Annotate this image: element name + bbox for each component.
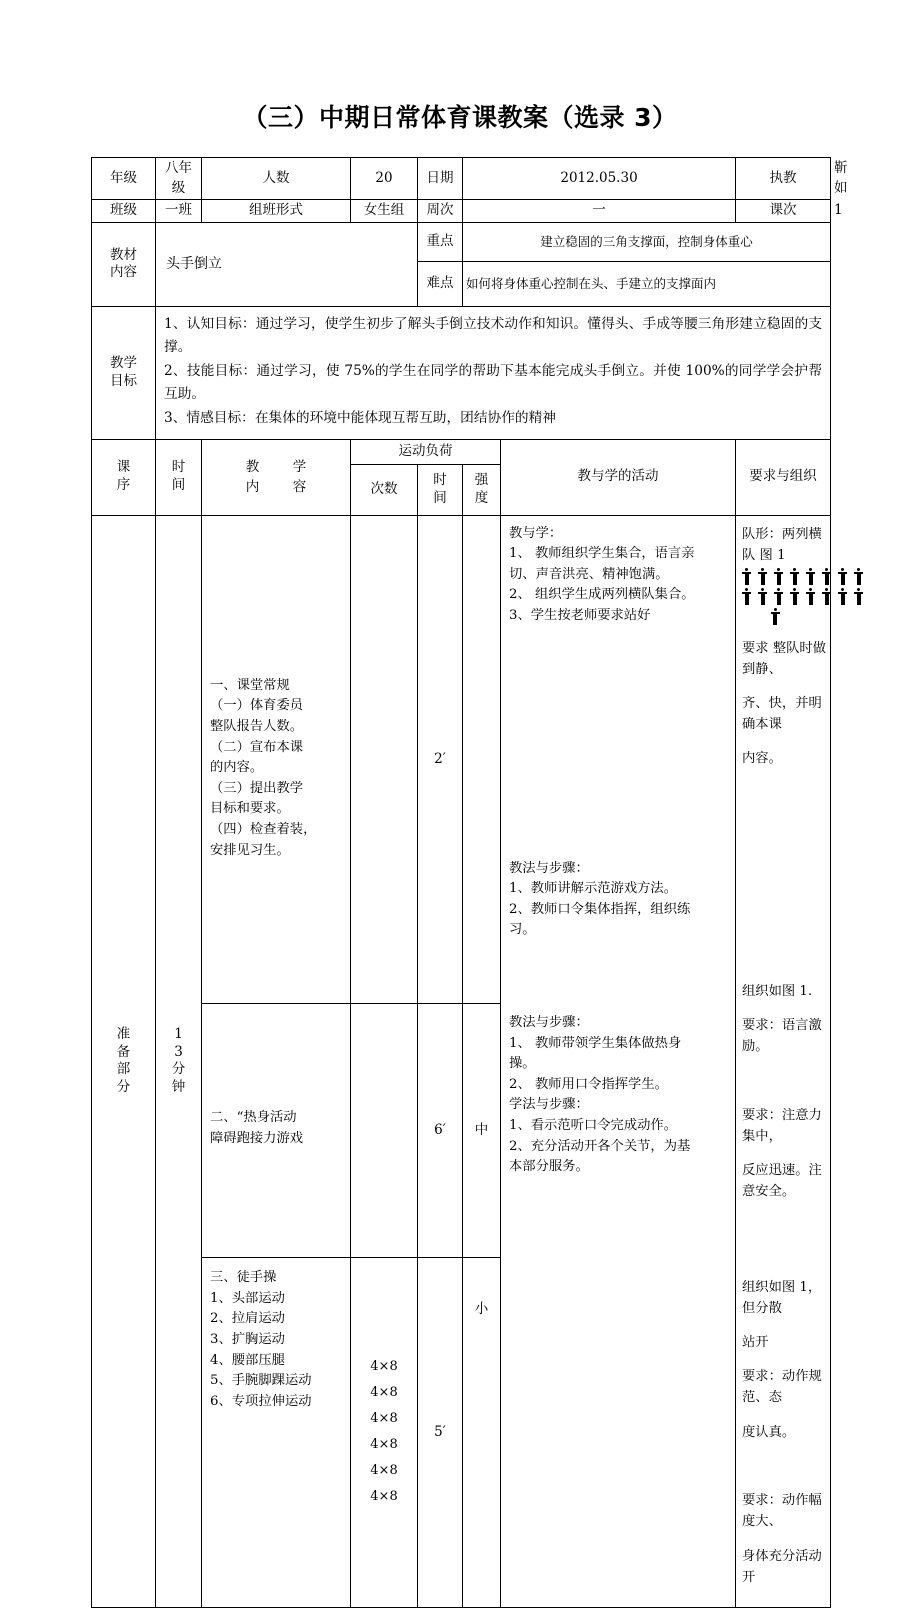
section-2-time: 6′ [418,1004,463,1258]
section-2-content [202,1004,351,1258]
organization-column [736,515,831,1607]
difficulty-value: 如何将身体重心控制在头、手建立的支撑面内 [463,261,831,306]
material-value: 头手倒立 [156,222,418,306]
student-figure-icon [822,568,831,585]
activity-block-1: 教与学： 1、 教师组织学生集合，语言亲 切、声音洪亮、精神饱满。 2、 组织学生成两列横队集合。 3、学生按老师要求站好 [509,525,695,623]
formation-heading: 队形：两列横队 图 1 [742,526,822,563]
formation-row [742,608,826,625]
part-duration-text: 1 3 分 钟 [171,1026,186,1095]
organization-block-1 [742,524,826,770]
grade-label: 年级 [92,158,156,200]
page-title: （三）中期日常体育课教案（选录 3） [242,103,678,132]
student-figure-icon [854,588,863,605]
class-value: 一班 [156,200,202,223]
col-header-intensity-text: 强 度 [474,471,489,506]
section-2-intensity: 中 [463,1004,501,1258]
count-label: 人数 [202,158,351,200]
objectives-label-text: 教学 目标 [110,355,137,389]
section-3-reps [351,1258,418,1608]
student-figure-icon [838,568,847,585]
objectives-row [92,306,831,439]
section-1-reps [351,515,418,1004]
week-label: 周次 [418,200,463,223]
objectives-label [92,306,156,439]
group-form-label: 组班形式 [202,200,351,223]
date-label: 日期 [418,158,463,200]
section-3-reps-text: 4×8 4×8 4×8 4×8 4×8 4×8 [370,1359,398,1505]
info-row-grade: 年级 八年级 人数 20 日期 2012.05.30 执教 靳如 [92,158,831,200]
section-3-content-text: 三、徒手操 1、头部运动 2、拉肩运动 3、扩胸运动 4、腰部压腿 5、手腕脚踝运动 6、专项拉伸运动 [210,1270,312,1409]
col-header-order-text: 课 序 [116,459,131,493]
part-label-text: 准 备 部 分 [116,1026,131,1095]
lesson-plan-table [91,157,848,1608]
col-header-content-text: 教 学 内 容 [245,458,317,495]
part-label [92,515,156,1607]
activity-block-3: 教法与步骤： 1、 教师带领学生集体做热身 操。 2、 教师用口令指挥学生。 学法与步骤： 1、看示范听口令完成动作。 2、充分活动开各个关节，为基 本部分服务。 [509,1014,691,1175]
difficulty-label: 难点 [418,261,463,306]
objectives-text: 1、认知目标：通过学习，使学生初步了解头手倒立技术动作和知识。懂得头、手成等腰三角形建立稳固的支撑。 2、技能目标：通过学习，使 75%的学生在同学的帮助下基本能完成头手倒立。并使 100%的同学学会护帮互助。 3、情感目标：在集体的环境中能体现互帮互助，团结协作的精神 [164,315,823,426]
col-header-content [202,439,351,515]
objectives-value [156,306,831,439]
organization-block-3-text: 组织如图 1，但分散 站开 要求：动作规范、态 度认真。 要求：动作幅度大、 身体充分活动开 [742,1279,822,1585]
organization-block-1-text: 要求 整队时做到静、 齐、快，并明确本课 内容。 [742,640,827,767]
col-header-organization: 要求与组织 [736,439,831,515]
material-label-text: 教材 内容 [110,246,137,281]
col-header-load-group: 运动负荷 [351,439,501,464]
formation-row [742,568,826,585]
col-header-order [92,439,156,515]
section-1-content [202,515,351,1004]
student-figure-icon [758,568,767,585]
student-figure-icon [790,588,799,605]
section-3-intensity: 小 [463,1258,501,1608]
date-value: 2012.05.30 [463,158,736,200]
col-header-reps: 次数 [351,464,418,515]
group-form-value: 女生组 [351,200,418,223]
col-header-activity: 教与学的活动 [501,439,736,515]
material-row-key [92,222,831,261]
student-figure-icon [742,568,751,585]
col-header-time [156,439,202,515]
student-figure-icon [838,588,847,605]
section-3-time: 5′ [418,1258,463,1608]
activity-gap-1 [509,627,729,859]
section-1-time: 2′ [418,515,463,1004]
teacher-label: 执教 [736,158,831,200]
student-figure-icon [774,588,783,605]
col-header-time-text: 时 间 [171,459,186,493]
activity-gap-2 [509,941,729,1013]
formation-row [742,588,826,605]
col-header-load-time-text: 时 间 [433,471,447,506]
student-figure-icon [742,588,751,605]
section-1-intensity [463,515,501,1004]
student-figure-icon [790,568,799,585]
part-duration [156,515,202,1607]
class-label: 班级 [92,200,156,223]
student-figure-icon [822,588,831,605]
student-figure-icon [854,568,863,585]
key-point-value: 建立稳固的三角支撑面，控制身体重心 [463,222,831,261]
key-point-label: 重点 [418,222,463,261]
organization-gap-2 [742,1215,826,1263]
info-row-class: 班级 一班 组班形式 女生组 周次 一 课次 1 [92,200,831,223]
count-value: 20 [351,158,418,200]
col-header-load-time [418,464,463,515]
organization-block-2-text: 组织如图 1. 要求：语言激励。 要求：注意力集中， 反应迅速。注意安全。 [742,983,822,1200]
student-figure-icon [758,588,767,605]
col-header-intensity [463,464,501,515]
section-1-content-text: 一、课堂常规 （一）体育委员 整队报告人数。 （二）宣布本课 的内容。 （三）提出教学 目标和要求。 （四）检查着装， 安排见习生。 [210,677,317,858]
section-3-content [202,1258,351,1608]
column-header-row-1 [92,439,831,464]
body-row-section-1 [92,515,831,1004]
student-figure-icon [774,568,783,585]
activity-column [501,515,736,1607]
section-2-content-text: 二、“热身活动 障碍跑接力游戏 [210,1110,304,1146]
student-figure-icon [806,568,815,585]
section-2-reps [351,1004,418,1258]
lesson-no-label: 课次 [736,200,831,223]
week-value: 一 [463,200,736,223]
formation-diagram [742,568,826,625]
activity-block-2: 教法与步骤： 1、教师讲解示范游戏方法。 2、教师口令集体指挥，组织练 习。 [509,860,691,938]
student-figure-icon [806,588,815,605]
student-figure-icon [771,608,780,625]
material-label [92,222,156,306]
organization-gap-1 [742,783,826,968]
grade-value: 八年级 [156,158,202,200]
